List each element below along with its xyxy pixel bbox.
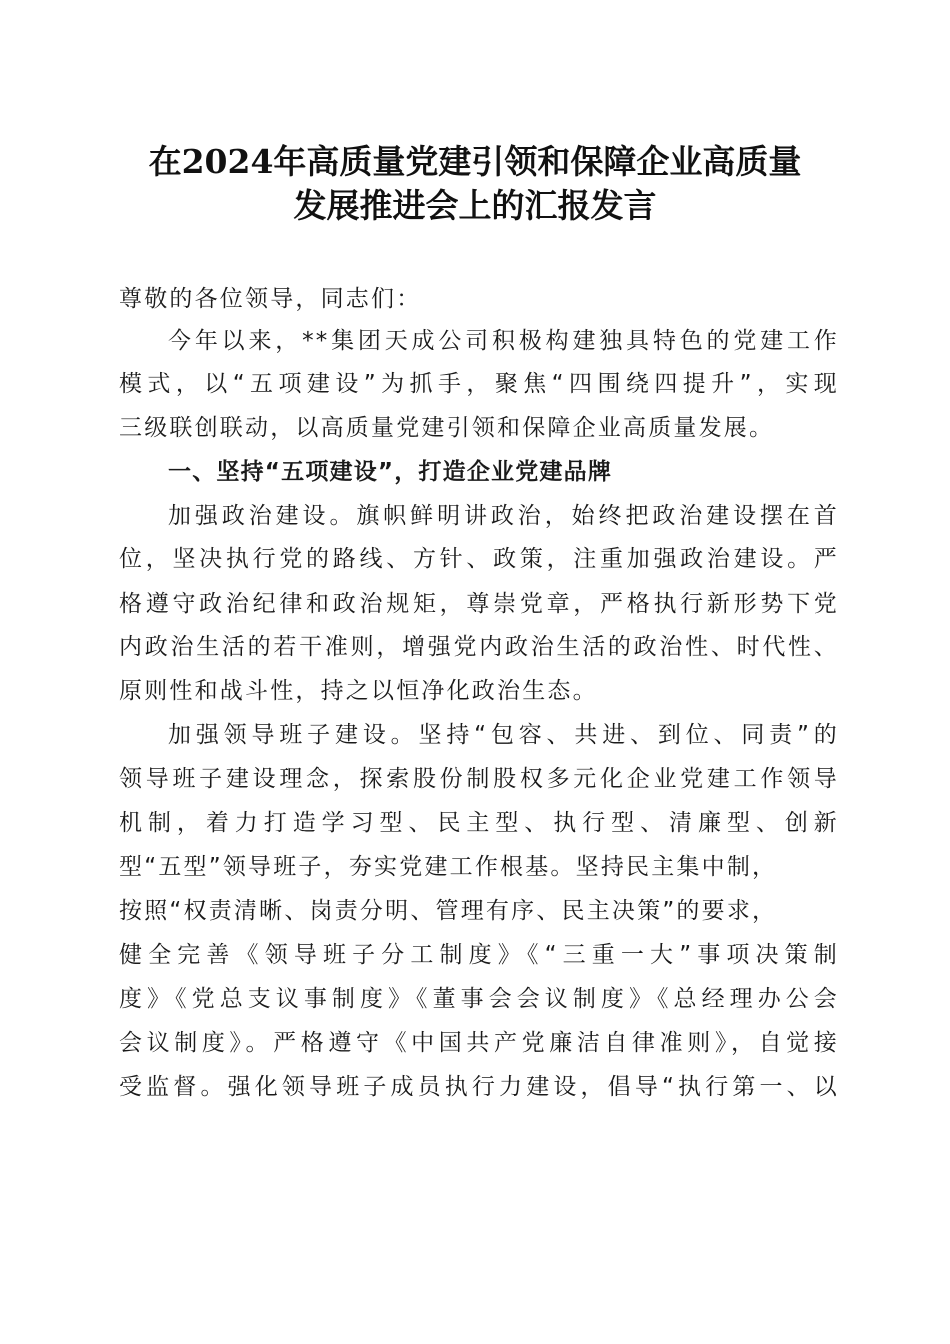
body-line: 今年以来，**集团天成公司积极构建独具特色的党建工作 xyxy=(168,328,839,354)
body-line: 内政治生活的若干准则，增强党内政治生活的政治性、时代性、 xyxy=(119,634,839,660)
body-line: 受监督。强化领导班子成员执行力建设，倡导“执行第一、以 xyxy=(119,1074,839,1100)
body-line: 领导班子建设理念，探索股份制股权多元化企业党建工作领导 xyxy=(119,766,839,792)
salutation: 尊敬的各位领导，同志们： xyxy=(119,286,422,312)
body-line: 三级联创联动，以高质量党建引领和保障企业高质量发展。 xyxy=(119,415,775,441)
body-line: 加强政治建设。旗帜鲜明讲政治，始终把政治建设摆在首 xyxy=(168,503,839,529)
body-line: 型“五型”领导班子，夯实党建工作根基。坚持民主集中制， xyxy=(119,854,778,880)
body-line: 按照“权责清晰、岗责分明、管理有序、民主决策”的要求， xyxy=(119,898,778,924)
body-line: 模式，以“五项建设”为抓手，聚焦“四围绕四提升”，实现 xyxy=(119,371,839,397)
body-line: 会议制度》。严格遵守《中国共产党廉洁自律准则》，自觉接 xyxy=(119,1030,839,1056)
body-line: 加强领导班子建设。坚持“包容、共进、到位、同责”的 xyxy=(168,722,839,748)
body-line: 健全完善《领导班子分工制度》《“三重一大”事项决策制 xyxy=(119,942,839,968)
body-line: 机制，着力打造学习型、民主型、执行型、清廉型、创新 xyxy=(119,810,839,836)
body-line: 原则性和战斗性，持之以恒净化政治生态。 xyxy=(119,678,598,704)
document-title-line-2: 发展推进会上的汇报发言 xyxy=(293,186,657,225)
document-title-line-1: 在2024年高质量党建引领和保障企业高质量 xyxy=(148,142,802,181)
body-line: 位，坚决执行党的路线、方针、政策，注重加强政治建设。严 xyxy=(119,546,839,572)
body-line: 度》《党总支议事制度》《董事会会议制度》《总经理办公会 xyxy=(119,986,839,1012)
body-line: 格遵守政治纪律和政治规矩，尊崇党章，严格执行新形势下党 xyxy=(119,591,839,617)
section-heading: 一、坚持“五项建设”，打造企业党建品牌 xyxy=(168,459,613,485)
